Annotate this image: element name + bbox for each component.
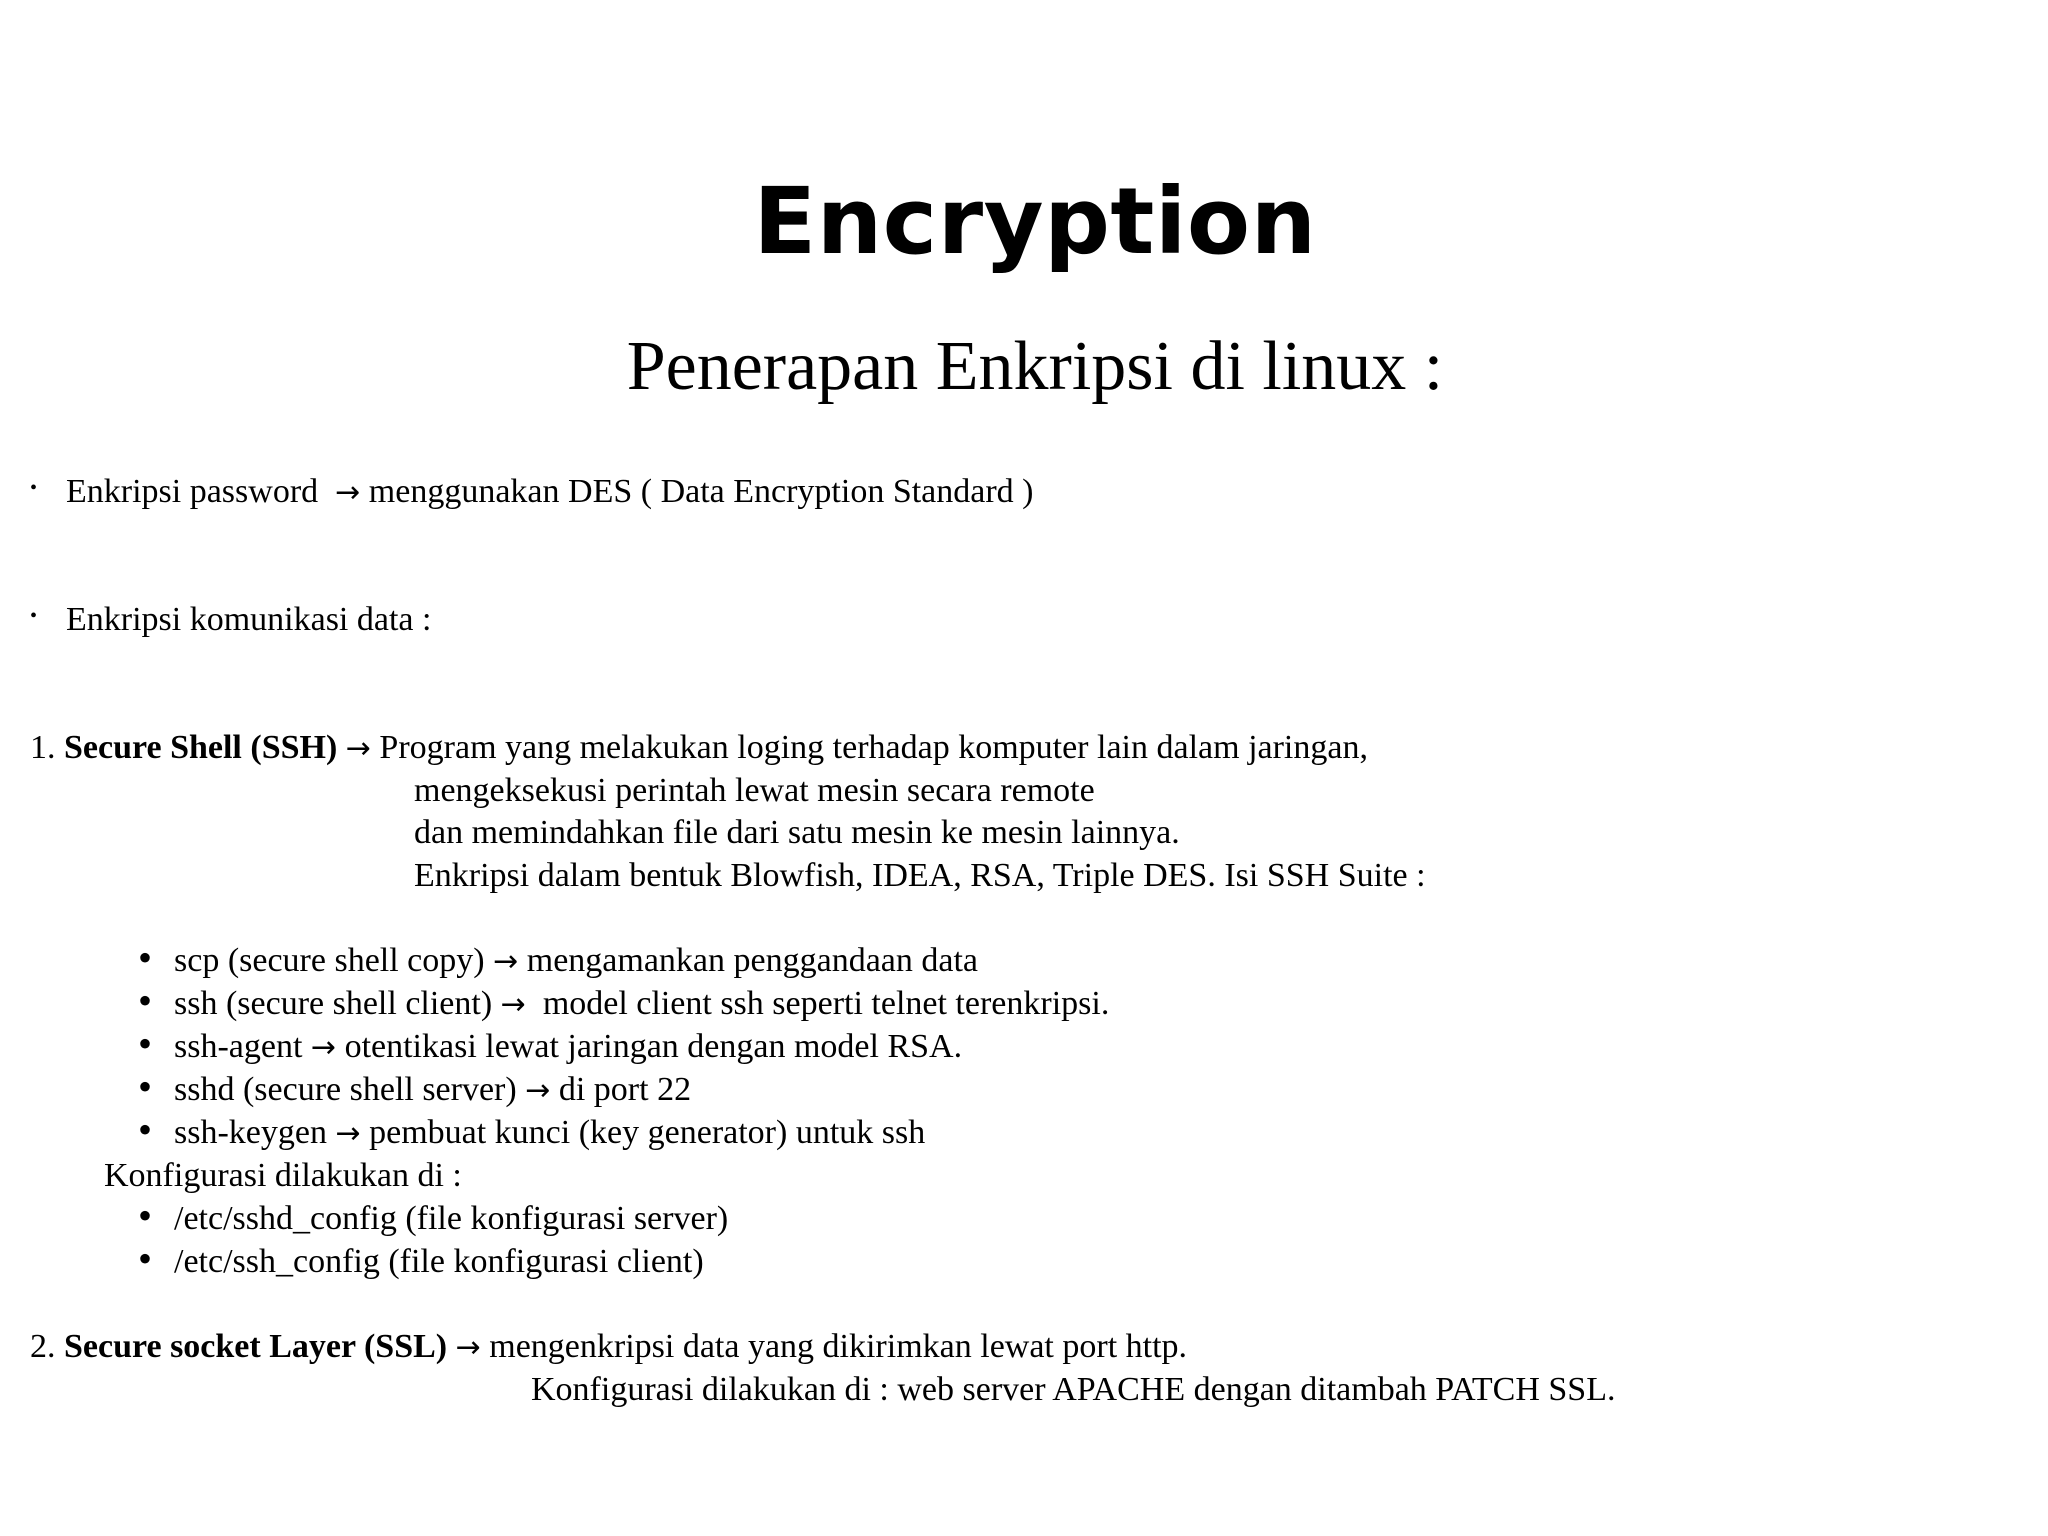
ssh-desc-line: Enkripsi dalam bentuk Blowfish, IDEA, RSA, Triple DES. Isi SSH Suite : xyxy=(414,857,1426,894)
list-bullet-icon: • xyxy=(138,1107,153,1152)
list-bullet-icon: • xyxy=(138,935,153,980)
ssh-heading: Secure Shell (SSH) xyxy=(64,729,338,766)
bullet-data-communication: Enkripsi komunikasi data : xyxy=(66,601,432,638)
arrow-right-icon: → xyxy=(500,987,526,1022)
ssl-heading: Secure socket Layer (SSL) xyxy=(64,1328,448,1365)
list-bullet-icon: • xyxy=(138,1193,153,1238)
ssh-desc-line: dan memindahkan file dari satu mesin ke mesin lainnya. xyxy=(414,814,1180,851)
arrow-right-icon: → xyxy=(345,731,371,766)
bullet-text-before: Enkripsi password xyxy=(66,473,327,510)
ssh-number: 1. xyxy=(30,729,64,766)
list-item xyxy=(174,1027,962,1068)
slide-title: Encryption xyxy=(753,168,1317,275)
list-bullet-icon: • xyxy=(138,1064,153,1109)
suite-tool-desc: mengamankan penggandaan data xyxy=(518,942,978,979)
bullet-marker: • xyxy=(30,477,38,499)
arrow-right-icon: → xyxy=(310,1030,337,1065)
ssl-number: 2. xyxy=(30,1328,64,1365)
config-file-item: /etc/ssh_config (file konfigurasi client) xyxy=(174,1243,704,1280)
ssh-heading-line xyxy=(30,728,1368,769)
slide-subtitle: Penerapan Enkripsi di linux : xyxy=(626,328,1444,405)
bullet-password-encryption xyxy=(66,472,1034,513)
arrow-right-icon: → xyxy=(525,1073,551,1108)
arrow-right-icon: → xyxy=(493,944,519,979)
list-bullet-icon: • xyxy=(138,1236,153,1281)
ssl-desc-line: mengenkripsi data yang dikirimkan lewat port http. xyxy=(480,1328,1188,1365)
suite-tool-desc: di port 22 xyxy=(550,1071,692,1108)
suite-tool-desc: pembuat kunci (key generator) untuk ssh xyxy=(360,1114,926,1151)
suite-tool-desc: otentikasi lewat jaringan dengan model RSA. xyxy=(336,1028,963,1065)
ssl-heading-line xyxy=(30,1327,1187,1368)
ssh-desc-line: Program yang melakukan loging terhadap komputer lain dalam jaringan, xyxy=(370,729,1368,766)
bullet-marker: • xyxy=(30,605,38,627)
list-item xyxy=(174,984,1109,1025)
list-item xyxy=(174,1070,691,1111)
suite-tool-name: sshd (secure shell server) xyxy=(174,1071,526,1108)
ssh-desc-line: mengeksekusi perintah lewat mesin secara remote xyxy=(414,772,1095,809)
suite-tool-name: ssh-agent xyxy=(174,1028,311,1065)
ssl-desc-line: Konfigurasi dilakukan di : web server APACHE dengan ditambah PATCH SSL. xyxy=(531,1371,1616,1408)
list-bullet-icon: • xyxy=(138,1021,153,1066)
arrow-right-icon: → xyxy=(455,1330,481,1365)
suite-tool-name: scp (secure shell copy) xyxy=(174,942,494,979)
bullet-text-after: menggunakan DES ( Data Encryption Standard ) xyxy=(360,473,1034,510)
suite-tool-desc: model client ssh seperti telnet terenkripsi. xyxy=(525,985,1110,1022)
ssh-config-label: Konfigurasi dilakukan di : xyxy=(104,1157,462,1194)
suite-tool-name: ssh (secure shell client) xyxy=(174,985,501,1022)
suite-tool-name: ssh-keygen xyxy=(174,1114,336,1151)
arrow-right-icon: → xyxy=(335,1116,361,1151)
config-file-item: /etc/sshd_config (file konfigurasi server) xyxy=(174,1200,729,1237)
arrow-right-icon: → xyxy=(335,475,361,510)
list-item xyxy=(174,1113,925,1154)
list-bullet-icon: • xyxy=(138,978,153,1023)
list-item xyxy=(174,941,978,982)
